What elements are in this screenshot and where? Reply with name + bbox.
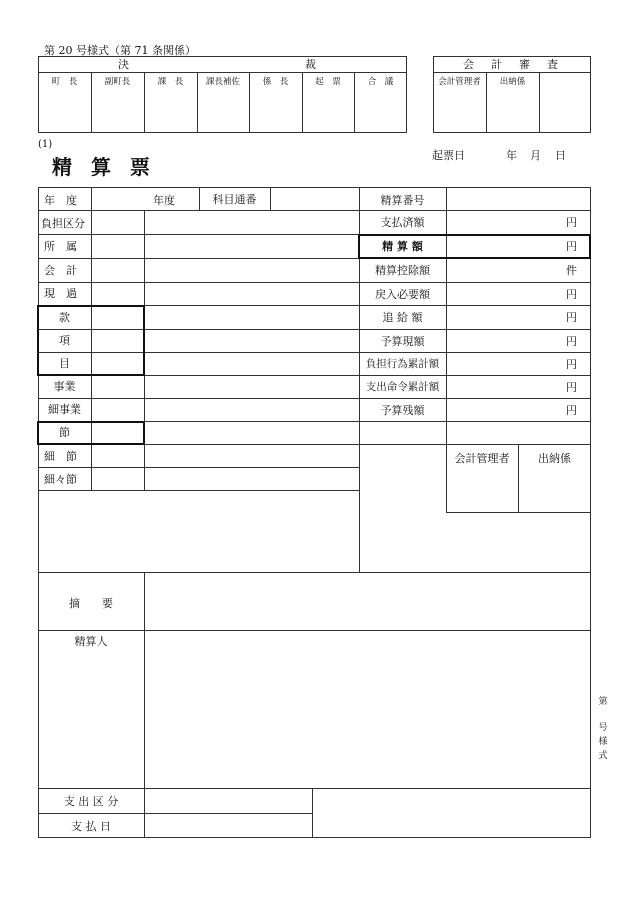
moku-label: 目 (59, 357, 70, 370)
right-row-unit: 円 (566, 358, 577, 371)
right-row-label: 予算残額 (380, 404, 425, 417)
side-label-dai: 第 (598, 697, 608, 707)
subproject-label: 細事業 (48, 403, 81, 416)
right-row-label: 予算現額 (380, 335, 425, 348)
stamp-cashier-label: 出納係 (538, 452, 571, 465)
current-past-label: 現 過 (44, 287, 77, 300)
date-month: 月 (530, 149, 541, 162)
approval-col-unit-chief: 係 長 (262, 77, 289, 87)
approval-col-consultation: 合 議 (367, 77, 394, 87)
side-label-go: 号 (598, 723, 608, 733)
approval-header-right: 裁 (305, 58, 316, 71)
right-row-label: 追 給 額 (382, 311, 423, 324)
side-label-yo: 様 (598, 737, 608, 747)
right-row-label: 戻入必要額 (375, 288, 430, 301)
right-row-label: 支出命令累計額 (365, 381, 440, 393)
right-row-unit: 円 (566, 288, 577, 301)
approval-col-drafter: 起 票 (315, 77, 341, 87)
summary-label: 摘 要 (69, 597, 113, 610)
saisetsu-label: 細 節 (44, 450, 77, 463)
date-day: 日 (555, 149, 566, 162)
kan-label: 款 (59, 311, 70, 324)
payment-date-label: 支 払 日 (71, 820, 111, 833)
approval-col-section-chief: 課 長 (157, 77, 184, 87)
expenditure-category-label: 支 出 区 分 (63, 795, 119, 808)
right-row-unit: 円 (566, 240, 577, 253)
right-row-unit: 円 (566, 381, 577, 394)
department-label: 所 属 (44, 240, 77, 253)
right-row-label: 負担行為累計額 (365, 358, 440, 370)
right-row-unit: 円 (566, 216, 577, 229)
kou-label: 項 (59, 334, 70, 347)
page-title: 精 算 票 (52, 155, 156, 179)
date-year: 年 (506, 149, 517, 162)
section-number: (1) (38, 139, 53, 150)
right-row-unit: 件 (566, 264, 577, 277)
date-label: 起票日 (432, 149, 465, 162)
right-row-unit: 円 (566, 404, 577, 417)
account-number-label: 科目通番 (212, 193, 257, 206)
right-row-unit: 円 (566, 335, 577, 348)
audit-col-accountant: 会計管理者 (438, 77, 481, 87)
approval-col-deputy-mayor: 副町長 (104, 77, 131, 87)
audit-col-cashier: 出納係 (499, 77, 526, 87)
right-row-label: 精算番号 (380, 194, 425, 207)
right-row-unit: 円 (566, 311, 577, 324)
form-label: 第 20 号様式（第 71 条関係） (44, 44, 196, 57)
audit-header: 会 計 審 査 (463, 58, 561, 71)
saisaisetsu-label: 細々節 (44, 473, 77, 486)
setsu-label: 節 (59, 426, 70, 439)
right-row-label: 精算控除額 (375, 264, 430, 277)
accounting-label: 会 計 (44, 264, 77, 277)
approval-header-left: 決 (118, 58, 129, 71)
stamp-accountant-label: 会計管理者 (454, 452, 510, 465)
settler-label: 精算人 (74, 635, 108, 648)
project-label: 事業 (53, 380, 76, 393)
approval-col-assistant-chief: 課長補佐 (205, 77, 240, 87)
approval-col-mayor: 町 長 (51, 77, 78, 87)
burden-category-label: 負担区分 (41, 217, 85, 230)
fiscal-year-label: 年 度 (44, 194, 77, 207)
side-label-shiki: 式 (598, 751, 608, 761)
right-row-label: 支払済額 (380, 216, 425, 229)
right-row-label: 精 算 額 (382, 240, 423, 253)
fiscal-year-suffix: 年度 (153, 194, 175, 207)
